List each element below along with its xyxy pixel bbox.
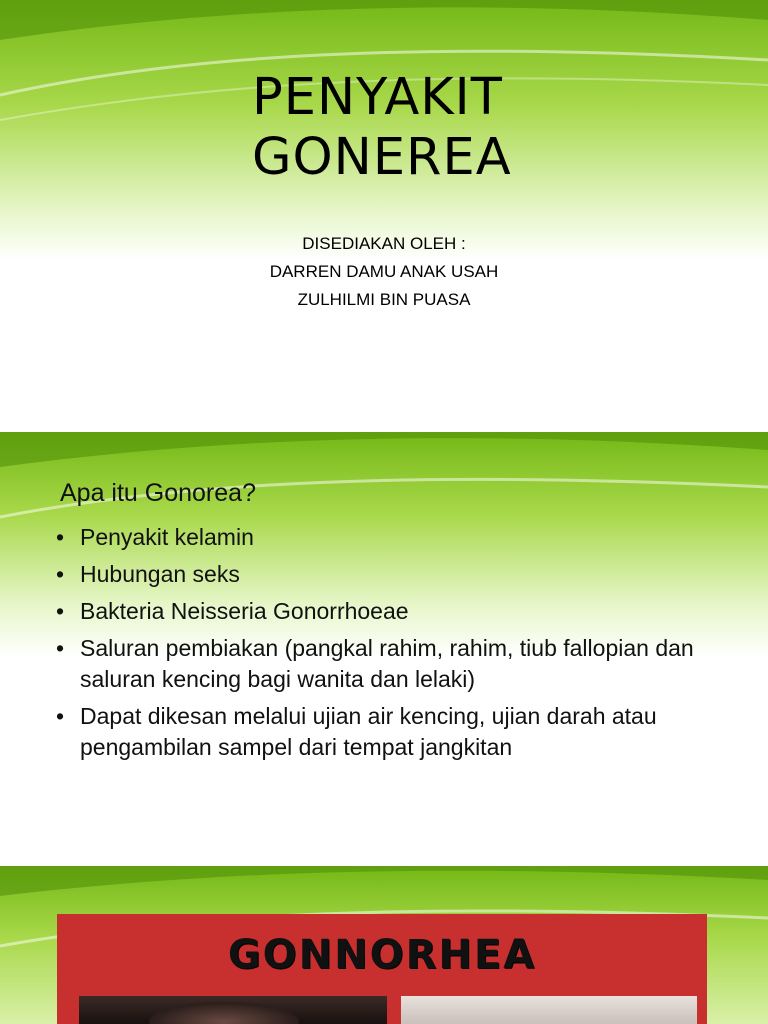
slide-title <box>252 68 592 188</box>
green-wave-background <box>0 0 768 420</box>
subtitle-line-1: DISEDIAKAN OLEH : <box>302 234 466 253</box>
bullet-icon: • <box>56 561 65 587</box>
symptom-photo-left <box>79 996 387 1024</box>
bullet-item <box>56 633 746 695</box>
bullet-text: Saluran pembiakan (pangkal rahim, rahim, tiub fallopian dan saluran kencing bagi wanita dan lelaki) <box>80 635 694 692</box>
content-slide <box>0 432 768 842</box>
subtitle-line-3: ZULHILMI BIN PUASA <box>297 290 471 309</box>
bullet-item <box>56 522 746 553</box>
slide-subtitle <box>0 230 768 314</box>
bullet-item <box>56 596 746 627</box>
bullet-icon: • <box>56 703 65 729</box>
bullet-text: Penyakit kelamin <box>80 524 254 550</box>
bullet-item <box>56 701 746 763</box>
title-line-2: GONEREA <box>252 128 512 187</box>
subtitle-line-2: DARREN DAMU ANAK USAH <box>269 262 499 281</box>
banner-panel <box>57 914 707 1024</box>
title-line-1: PENYAKIT <box>252 68 503 127</box>
bullet-icon: • <box>56 635 65 661</box>
title-slide <box>0 0 768 420</box>
bullet-text: Dapat dikesan melalui ujian air kencing, ujian darah atau pengambilan sampel dari tempat jangkitan <box>80 703 657 760</box>
bullet-list <box>56 522 746 769</box>
symptom-photo-right <box>401 996 697 1024</box>
bullet-text: Hubungan seks <box>80 561 240 587</box>
slide-heading: Apa itu Gonorea? <box>60 479 256 507</box>
bullet-item <box>56 559 746 590</box>
image-slide <box>0 866 768 1024</box>
banner-title: GONNORHEA <box>227 932 537 978</box>
bullet-text: Bakteria Neisseria Gonorrhoeae <box>80 598 409 624</box>
bullet-icon: • <box>56 524 65 550</box>
bullet-icon: • <box>56 598 65 624</box>
